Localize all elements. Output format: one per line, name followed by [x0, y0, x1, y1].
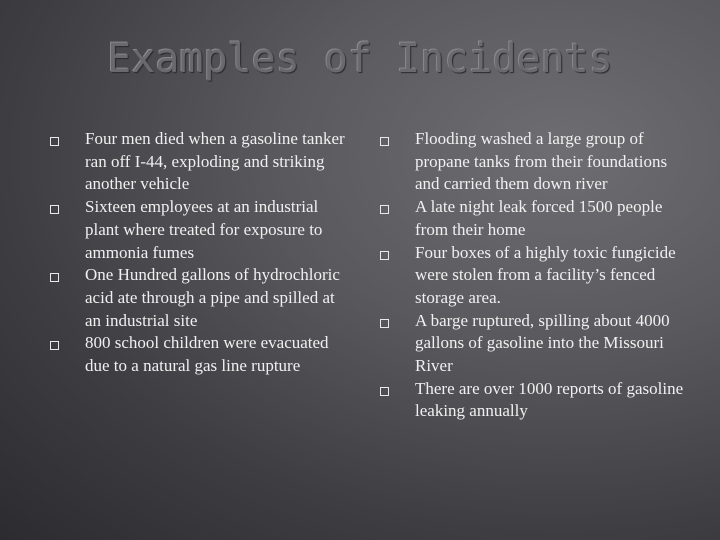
hollow-square-bullet-icon	[380, 205, 389, 214]
list-item	[50, 264, 350, 332]
list-item-text: Flooding washed a large group of propane tanks from their foundations and carried them down river	[415, 129, 668, 194]
list-item	[380, 128, 690, 196]
list-item-text: A late night leak forced 1500 people from their home	[415, 197, 663, 239]
list-item-text: 800 school children were evacuated due to a natural gas line rupture	[85, 333, 329, 376]
hollow-square-bullet-icon	[380, 319, 389, 328]
hollow-square-bullet-icon	[50, 273, 59, 282]
list-item-text: There are over 1000 reports of gasoline leaking annually	[415, 378, 684, 421]
hollow-square-bullet-icon	[50, 137, 59, 146]
list-item	[380, 196, 690, 241]
list-item-text: A barge ruptured, spilling about 4000 gallons of gasoline into the Missouri River	[415, 310, 670, 376]
left-bullet-list	[50, 128, 350, 378]
hollow-square-bullet-icon	[380, 251, 389, 260]
list-item	[380, 242, 690, 310]
list-item	[380, 378, 690, 423]
list-item	[380, 310, 690, 378]
list-item-text: Four men died when a gasoline tanker ran off I-44, exploding and striking another vehicle	[85, 129, 345, 194]
hollow-square-bullet-icon	[50, 205, 59, 214]
list-item-text: Four boxes of a highly toxic fungicide were stolen from a facility’s fenced storage area.	[415, 242, 676, 307]
slide-title: Examples of Incidents	[107, 36, 613, 82]
list-item-text: Sixteen employees at an industrial plant where treated for exposure to ammonia fumes	[85, 197, 323, 262]
hollow-square-bullet-icon	[380, 137, 389, 146]
list-item	[50, 332, 350, 377]
right-bullet-list	[380, 128, 690, 423]
hollow-square-bullet-icon	[380, 387, 389, 396]
list-item	[50, 128, 350, 196]
hollow-square-bullet-icon	[50, 341, 59, 350]
list-item	[50, 196, 350, 264]
list-item-text: One Hundred gallons of hydrochloric acid ate through a pipe and spilled at an industrial site	[85, 265, 340, 330]
